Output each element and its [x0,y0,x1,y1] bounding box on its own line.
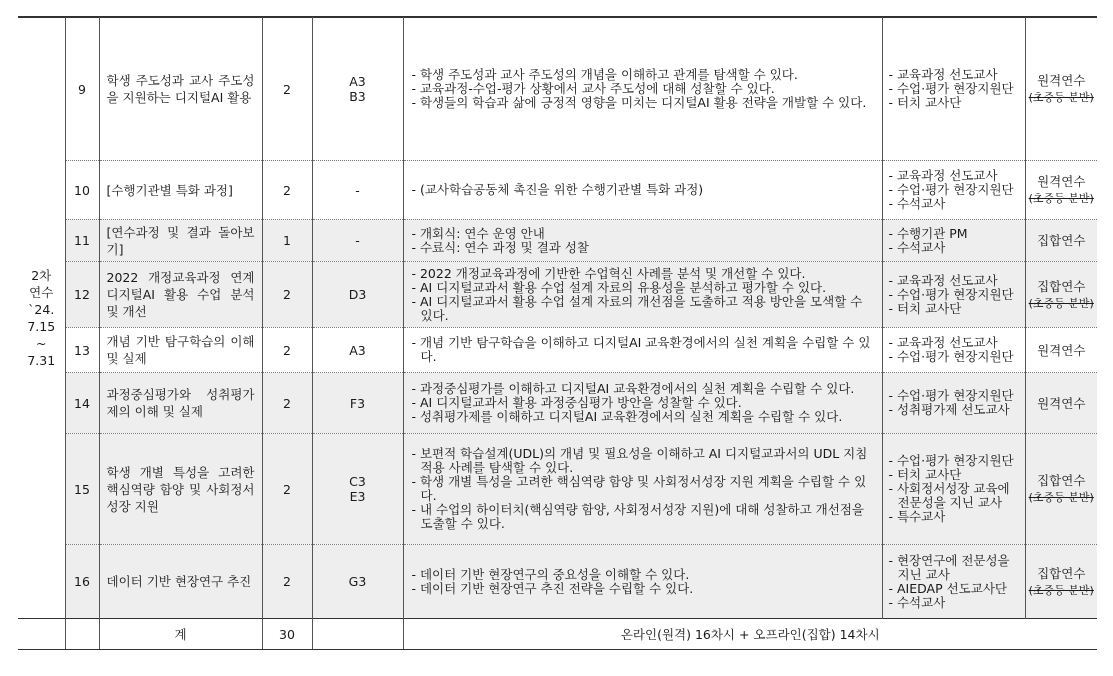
method-label: 집합연수 [1037,565,1086,581]
delivery-method [1025,328,1097,373]
target-item: - 수업·평가 현장지원단 [889,350,1021,364]
session-number: 9 [65,18,99,161]
session-hours: 2 [262,328,312,373]
delivery-method [1025,220,1097,262]
target-item: - 수업·평가 현장지원단 [889,454,1021,468]
period-line: `24. [28,302,55,317]
competency-code: - [355,182,360,198]
curriculum-table [18,17,1097,650]
target-item: - AIEDAP 선도교사단 [889,582,1021,596]
table-row [18,161,1097,220]
target-item: - 교육과정 선도교사 [889,274,1021,288]
target-participants [882,328,1025,373]
competency-code: A3 [349,342,366,358]
period-line: 7.15 [27,319,56,334]
goal [412,382,876,424]
target-item: - 현장연구에 전문성을 지닌 교사 [889,554,1021,582]
session-number: 15 [65,434,99,545]
session-title: 학생 개별 특성을 고려한 핵심역량 함양 및 사회정서성장 지원 [99,434,262,545]
delivery-method [1025,18,1097,161]
method-label: 원격연수 [1037,395,1086,411]
learning-goals [403,161,882,220]
table-row [18,434,1097,545]
session-number: 16 [65,545,99,619]
goal-item: - AI 디지털교과서 활용 수업 설계 자료의 개선점을 도출하고 적용 방안을 모색할 수 있다. [412,295,876,323]
table-row [18,545,1097,619]
target-item: - 터치 교사단 [889,302,1021,316]
learning-goals [403,328,882,373]
target [889,554,1021,610]
method-note: (초중등 분반) [1028,192,1094,205]
goal-item: - 보편적 학습설계(UDL)의 개념 및 필요성을 이해하고 AI 디지털교과서의 UDL 지침 적용 사례를 탐색할 수 있다. [412,447,876,475]
target [889,336,1021,364]
goal [412,68,876,110]
table-row [18,18,1097,161]
target-item: - 수석교사 [889,241,1021,255]
method-label: 집합연수 [1037,233,1086,248]
target-item: - 수업·평가 현장지원단 [889,82,1021,96]
goal-item: - 개념 기반 탐구학습을 이해하고 디지털AI 교육환경에서의 실천 계획을 수립할 수 있다. [412,336,876,364]
target [889,227,1021,255]
session-hours: 2 [262,545,312,619]
competency-codes [312,18,403,161]
method-label: 원격연수 [1037,174,1086,189]
target [889,169,1021,211]
session-hours: 2 [262,262,312,328]
learning-goals [403,545,882,619]
target-participants [882,220,1025,262]
period-line: ~ [36,336,47,351]
competency-code: - [355,233,360,248]
method-note: (초중등 분반) [1028,491,1094,504]
session-title: 2022 개정교육과정 연계 디지털AI 활용 수업 분석 및 개선 [99,262,262,328]
session-number: 12 [65,262,99,328]
session-title: 데이터 기반 현장연구 추진 [99,545,262,619]
goal-item: - 학생 개별 특성을 고려한 핵심역량 함양 및 사회정서성장 지원 계획을 수립할 수 있다. [412,475,876,503]
goal-item: - 학생 주도성과 교사 주도성의 개념을 이해하고 관계를 탐색할 수 있다. [412,68,876,82]
target-item: - 사회정서성장 교육에 전문성을 지닌 교사 [889,482,1021,510]
target-item: - 수업·평가 현장지원단 [889,183,1021,197]
competency-codes [312,220,403,262]
competency-code: A3 [349,74,366,89]
total-label: 계 [99,619,262,650]
goal [412,447,876,531]
goal-item: - AI 디지털교과서 활용 과정중심평가 방안을 성찰할 수 있다. [412,396,876,410]
goal-item: - AI 디지털교과서 활용 수업 설계 자료의 유용성을 분석하고 평가할 수 있다. [412,281,876,295]
competency-code: C3 [349,474,366,489]
table-row [18,373,1097,434]
session-hours: 2 [262,161,312,220]
period-cell [18,18,65,619]
target-participants [882,161,1025,220]
target [889,454,1021,524]
delivery-method [1025,373,1097,434]
method-label: 원격연수 [1037,73,1086,88]
session-number: 11 [65,220,99,262]
method-note: (초중등 분반) [1028,296,1094,310]
session-hours: 1 [262,220,312,262]
period-line: 7.31 [27,353,56,368]
competency-codes [312,161,403,220]
goal-item: - 데이터 기반 현장연구의 중요성을 이해할 수 있다. [412,568,876,582]
table-row [18,220,1097,262]
session-number: 14 [65,373,99,434]
target-item: - 터치 교사단 [889,96,1021,110]
delivery-method [1025,434,1097,545]
target [889,68,1021,110]
target-participants [882,434,1025,545]
period-line: 연수 [29,285,54,300]
goal-item: - 수료식: 연수 과정 및 결과 성찰 [412,241,876,255]
goal [412,568,876,596]
learning-goals [403,220,882,262]
goal-item: - 교육과정-수업-평가 상황에서 교사 주도성에 대해 성찰할 수 있다. [412,82,876,96]
target-item: - 수업·평가 현장지원단 [889,389,1021,403]
target [889,274,1021,316]
goal [412,336,876,364]
competency-code: F3 [349,395,366,411]
target-item: - 성취평가제 선도교사 [889,403,1021,417]
target-item: - 수행기관 PM [889,227,1021,241]
goal-item: - 내 수업의 하이터치(핵심역량 함양, 사회정서성장 지원)에 대해 성찰하고 개선점을 도출할 수 있다. [412,503,876,531]
delivery-method [1025,545,1097,619]
learning-goals [403,262,882,328]
session-title: 학생 주도성과 교사 주도성을 지원하는 디지털AI 활용 [99,18,262,161]
session-title: [연수과정 및 결과 돌아보기] [99,220,262,262]
method-label: 집합연수 [1037,473,1086,488]
goal-item: - 2022 개정교육과정에 기반한 수업혁신 사례를 분석 및 개선할 수 있다. [412,267,876,281]
competency-code: B3 [349,89,366,104]
session-hours: 2 [262,373,312,434]
target-participants [882,545,1025,619]
target-participants [882,262,1025,328]
competency-codes [312,328,403,373]
table-row [18,328,1097,373]
total-blank [65,619,99,650]
method-note: (초중등 분반) [1028,583,1094,597]
session-number: 13 [65,328,99,373]
learning-goals [403,18,882,161]
goal-item: - (교사학습공동체 촉진을 위한 수행기관별 특화 과정) [412,183,876,197]
competency-code: G3 [348,574,367,589]
session-title: [수행기관별 특화 과정] [99,161,262,220]
target [889,389,1021,417]
total-blank [312,619,403,650]
target-item: - 수석교사 [889,596,1021,610]
competency-codes [312,545,403,619]
method-note: (초중등 분반) [1028,91,1094,104]
target-item: - 교육과정 선도교사 [889,169,1021,183]
learning-goals [403,434,882,545]
goal-item: - 개회식: 연수 운영 안내 [412,227,876,241]
competency-code: D3 [348,287,367,302]
competency-codes [312,373,403,434]
target-item: - 터치 교사단 [889,468,1021,482]
goal [412,227,876,255]
period-line: 2차 [31,268,52,283]
target-participants [882,373,1025,434]
goal-item: - 성취평가제를 이해하고 디지털AI 교육환경에서의 실천 계획을 수립할 수 있다. [412,410,876,424]
table-row [18,262,1097,328]
delivery-method [1025,161,1097,220]
total-row [18,619,1097,650]
competency-code: E3 [349,489,366,504]
session-hours: 2 [262,434,312,545]
session-title: 개념 기반 탐구학습의 이해 및 실제 [99,328,262,373]
goal-item: - 학생들의 학습과 삶에 긍정적 영향을 미치는 디지털AI 활용 전략을 개발할 수 있다. [412,96,876,110]
total-blank [18,619,65,650]
learning-goals [403,373,882,434]
goal [412,267,876,323]
total-hours: 30 [262,619,312,650]
session-hours: 2 [262,18,312,161]
table-body [18,18,1097,650]
target-item: - 특수교사 [889,510,1021,524]
goal-item: - 과정중심평가를 이해하고 디지털AI 교육환경에서의 실천 계획을 수립할 수 있다. [412,382,876,396]
target-participants [882,18,1025,161]
session-title: 과정중심평가와 성취평가제의 이해 및 실제 [99,373,262,434]
target-item: - 교육과정 선도교사 [889,68,1021,82]
competency-codes [312,262,403,328]
method-label: 집합연수 [1037,278,1086,294]
target-item: - 수석교사 [889,197,1021,211]
competency-codes [312,434,403,545]
goal [412,183,876,197]
total-summary: 온라인(원격) 16차시 + 오프라인(집합) 14차시 [403,619,1097,650]
method-label: 원격연수 [1037,342,1086,358]
target-item: - 교육과정 선도교사 [889,336,1021,350]
session-number: 10 [65,161,99,220]
delivery-method [1025,262,1097,328]
target-item: - 수업·평가 현장지원단 [889,288,1021,302]
goal-item: - 데이터 기반 현장연구 추진 전략을 수립할 수 있다. [412,582,876,596]
